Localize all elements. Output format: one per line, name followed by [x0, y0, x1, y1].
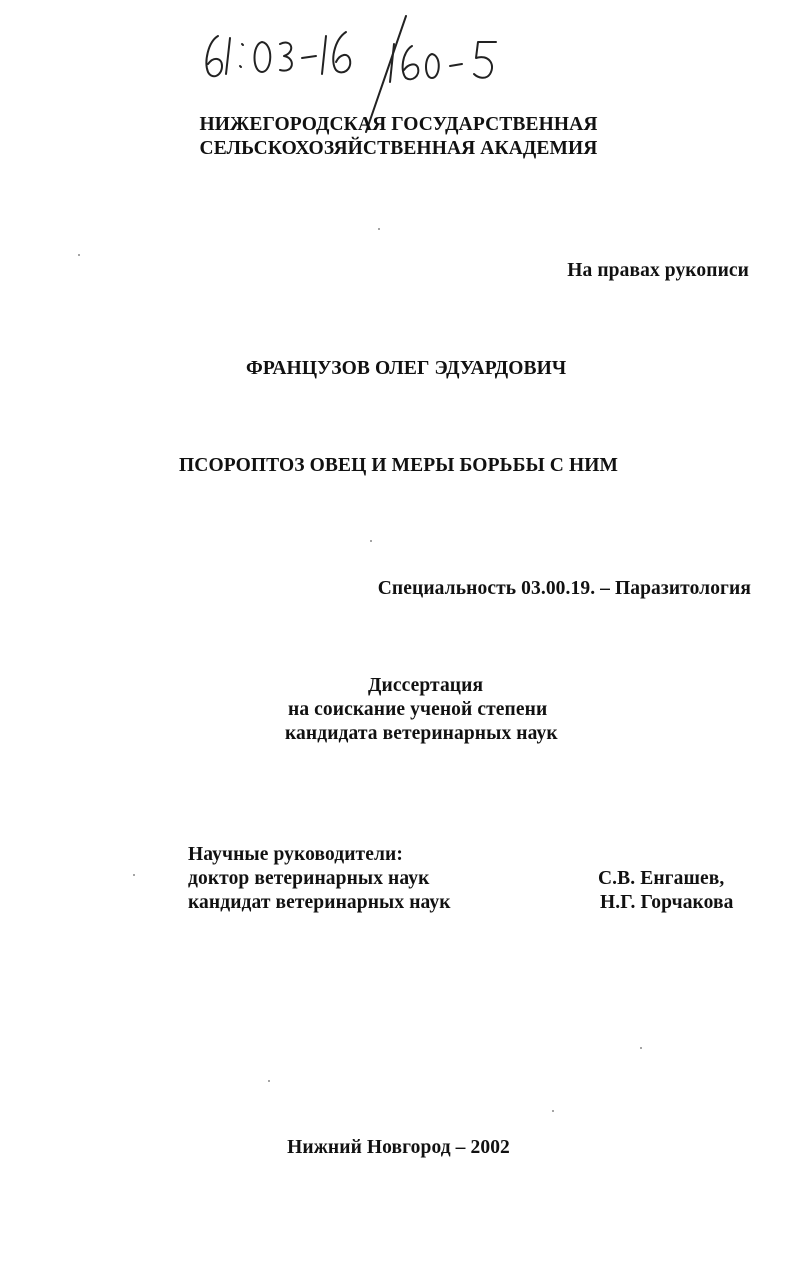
- manuscript-rights-note: На правах рукописи: [567, 260, 749, 281]
- scan-speck: [133, 874, 135, 876]
- supervisor-2-degree: кандидат ветеринарных наук: [188, 892, 451, 913]
- hw-glyph: [426, 54, 439, 78]
- hw-glyph: [474, 42, 496, 78]
- institution-line-2: СЕЛЬСКОХОЗЯЙСТВЕННАЯ АКАДЕМИЯ: [199, 138, 598, 159]
- hw-glyph: [333, 32, 350, 72]
- scan-speck: [268, 1080, 270, 1082]
- specialty-line: Специальность 03.00.19. – Паразитология: [377, 578, 751, 599]
- hw-glyph: [302, 56, 316, 58]
- supervisor-2-name: Н.Г. Горчакова: [600, 892, 734, 913]
- supervisor-1-degree: доктор ветеринарных наук: [188, 868, 430, 889]
- scan-speck: [370, 540, 372, 542]
- supervisors-heading: Научные руководители:: [188, 844, 403, 865]
- hw-glyph: [226, 38, 230, 74]
- degree-line-2: кандидата ветеринарных наук: [285, 723, 558, 744]
- hw-glyph: [240, 44, 243, 67]
- supervisor-1-name: С.В. Енгашев,: [598, 868, 725, 889]
- hw-glyph: [322, 36, 326, 74]
- hw-glyph: [403, 46, 419, 79]
- author-name: ФРАНЦУЗОВ ОЛЕГ ЭДУАРДОВИЧ: [246, 358, 567, 379]
- dissertation-title: ПСОРОПТОЗ ОВЕЦ И МЕРЫ БОРЬБЫ С НИМ: [179, 455, 618, 476]
- scan-speck: [378, 228, 380, 230]
- scan-speck: [640, 1047, 642, 1049]
- scan-speck: [552, 1110, 554, 1112]
- dissertation-label: Диссертация: [368, 675, 484, 696]
- hw-glyph: [450, 64, 462, 66]
- hw-glyph: [255, 42, 271, 72]
- scan-speck: [78, 254, 80, 256]
- institution-line-1: НИЖЕГОРОДСКАЯ ГОСУДАРСТВЕННАЯ: [199, 114, 598, 135]
- place-and-year: Нижний Новгород – 2002: [287, 1137, 510, 1158]
- hw-glyph: [206, 36, 222, 76]
- degree-line-1: на соискание ученой степени: [288, 699, 548, 720]
- hw-glyph: [280, 43, 292, 71]
